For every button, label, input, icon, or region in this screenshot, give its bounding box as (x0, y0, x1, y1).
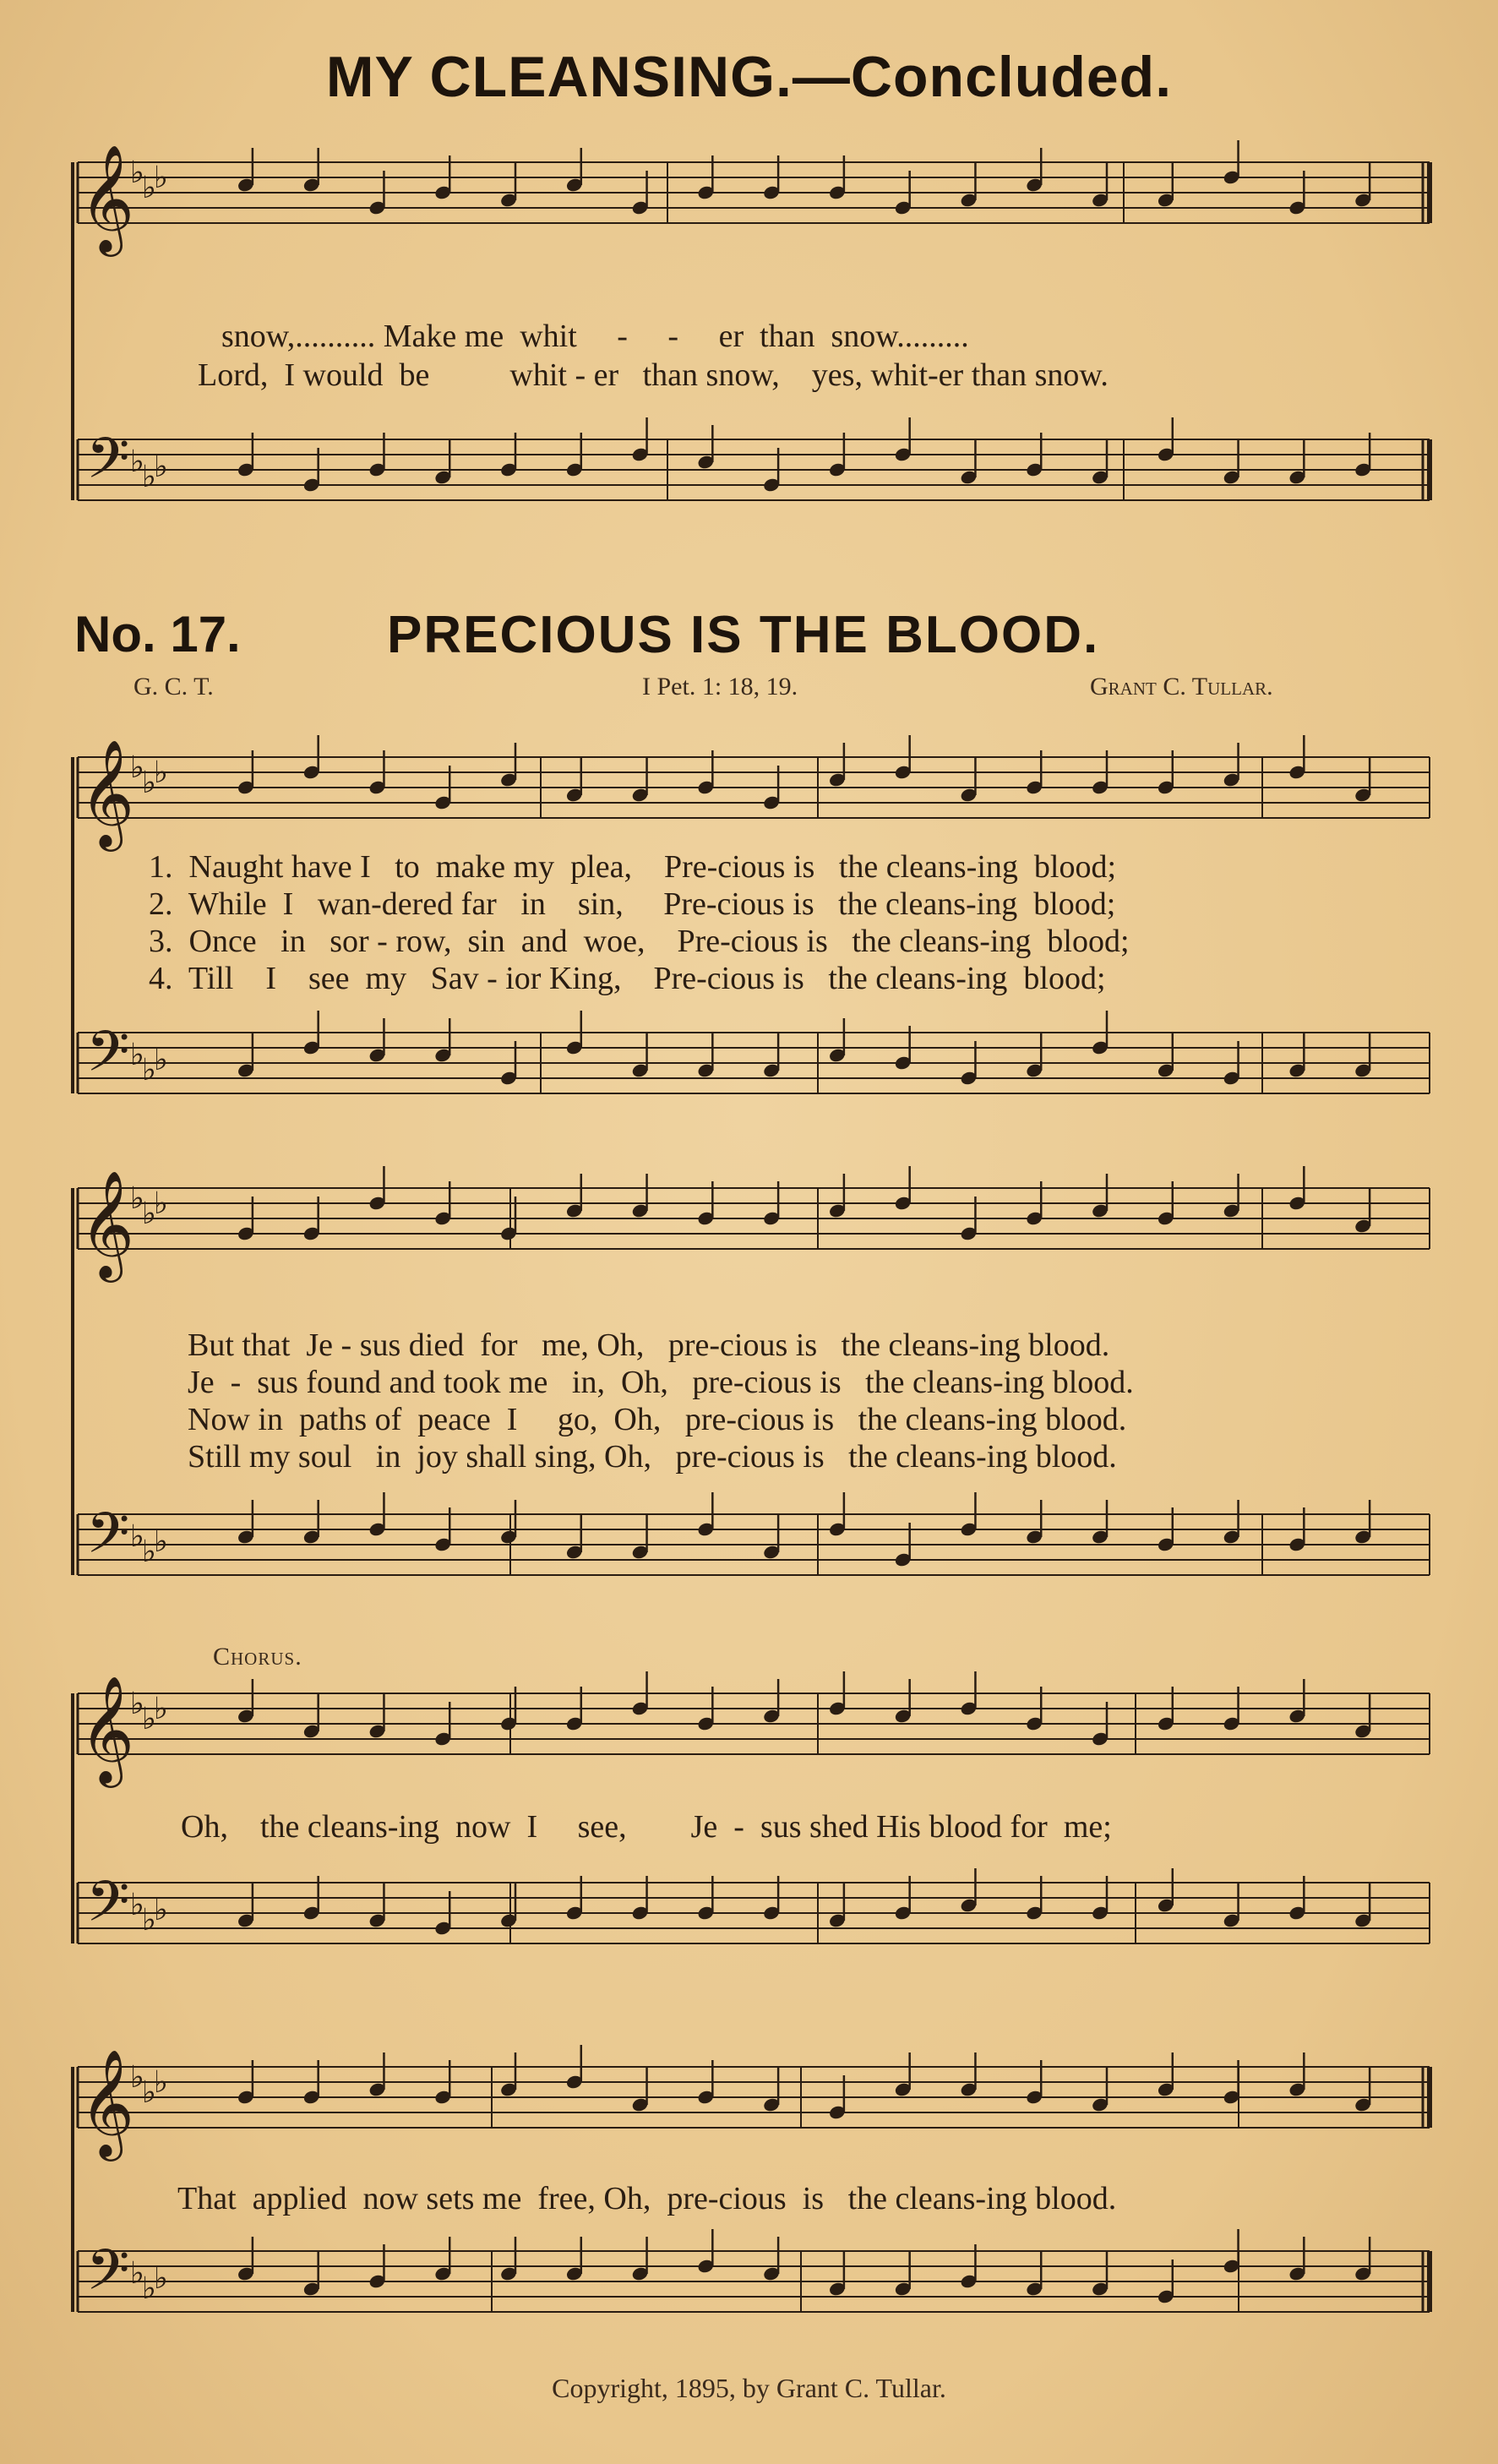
flat-sign: ♭ (142, 460, 156, 493)
chorus-line-1: Oh, the cleans-ing now I see, Je - sus shed His blood for me; (181, 1809, 1112, 1845)
prev-lyric-line-2: Lord, I would be whit - er than snow, yes, whit-er than snow. (198, 357, 1109, 393)
flat-sign: ♭ (130, 155, 144, 189)
flat-sign: ♭ (130, 444, 144, 478)
chorus-line-2: That applied now sets me free, Oh, pre-cious is the cleans-ing blood. (177, 2181, 1117, 2216)
flat-sign: ♭ (142, 171, 156, 204)
chorus-label: Chorus. (213, 1643, 302, 1671)
treble-clef: 𝄞 (79, 1169, 135, 1278)
verse-3-line-a: 3. Once in sor - row, sin and woe, Pre-cious is the cleans-ing blood; (149, 924, 1130, 959)
verse-4-line-a: 4. Till I see my Sav - ior King, Pre-cious is the cleans-ing blood; (149, 961, 1106, 996)
flat-sign: ♭ (130, 1687, 144, 1720)
flat-sign: ♭ (142, 1903, 156, 1937)
flat-sign: ♭ (142, 2075, 156, 2109)
treble-clef: 𝄞 (79, 2048, 135, 2156)
hymn-title: PRECIOUS IS THE BLOOD. (387, 606, 1100, 664)
bass-clef: 𝄢 (86, 426, 130, 504)
flat-sign: ♭ (130, 1519, 144, 1553)
flat-sign: ♭ (154, 755, 168, 789)
flat-sign: ♭ (130, 1038, 144, 1071)
treble-clef: 𝄞 (79, 144, 135, 252)
flat-sign: ♭ (154, 2261, 168, 2295)
flat-sign: ♭ (154, 1043, 168, 1077)
flat-sign: ♭ (142, 1197, 156, 1230)
flat-sign: ♭ (130, 2256, 144, 2290)
flat-sign: ♭ (154, 1692, 168, 1725)
flat-sign: ♭ (142, 1702, 156, 1736)
flat-sign: ♭ (142, 766, 156, 799)
flat-sign: ♭ (154, 450, 168, 483)
bass-clef: 𝄢 (86, 1019, 130, 1098)
verse-2-line-a: 2. While I wan-dered far in sin, Pre-cious is the cleans-ing blood; (149, 886, 1116, 922)
flat-sign: ♭ (142, 1053, 156, 1087)
flat-sign: ♭ (154, 1186, 168, 1220)
copyright-notice: Copyright, 1895, by Grant C. Tullar. (552, 2373, 946, 2403)
bass-clef: 𝄢 (86, 2238, 130, 2316)
flat-sign: ♭ (154, 161, 168, 194)
scripture-reference: I Pet. 1: 18, 19. (642, 673, 798, 700)
hymn-number: No. 17. (74, 606, 241, 662)
flat-sign: ♭ (154, 1893, 168, 1927)
bass-clef: 𝄢 (86, 1869, 130, 1948)
verse-1-line-a: 1. Naught have I to make my plea, Pre-cious is the cleans-ing blood; (149, 849, 1117, 885)
flat-sign: ♭ (130, 1181, 144, 1215)
flat-sign: ♭ (154, 1524, 168, 1558)
treble-clef: 𝄞 (79, 739, 135, 847)
verse-2-line-b: Je - sus found and took me in, Oh, pre-cious is the cleans-ing blood. (188, 1365, 1134, 1400)
flat-sign: ♭ (130, 2060, 144, 2094)
composer: Grant C. Tullar. (1090, 673, 1273, 700)
verse-3-line-b: Now in paths of peace I go, Oh, pre-cious is the cleans-ing blood. (188, 1402, 1127, 1437)
verse-4-line-b: Still my soul in joy shall sing, Oh, pre-cious is the cleans-ing blood. (188, 1439, 1117, 1475)
flat-sign: ♭ (130, 1888, 144, 1922)
flat-sign: ♭ (130, 750, 144, 784)
prev-lyric-line-1: snow,.......... Make me whit - - er than snow......... (221, 319, 969, 354)
verse-1-line-b: But that Je - sus died for me, Oh, pre-cious is the cleans-ing blood. (188, 1327, 1110, 1363)
treble-clef: 𝄞 (79, 1675, 135, 1783)
bass-clef: 𝄢 (86, 1501, 130, 1579)
continued-hymn-title: MY CLEANSING.—Concluded. (325, 45, 1173, 109)
flat-sign: ♭ (154, 2065, 168, 2099)
author-initials: G. C. T. (133, 673, 214, 700)
flat-sign: ♭ (142, 1535, 156, 1568)
flat-sign: ♭ (142, 2271, 156, 2305)
